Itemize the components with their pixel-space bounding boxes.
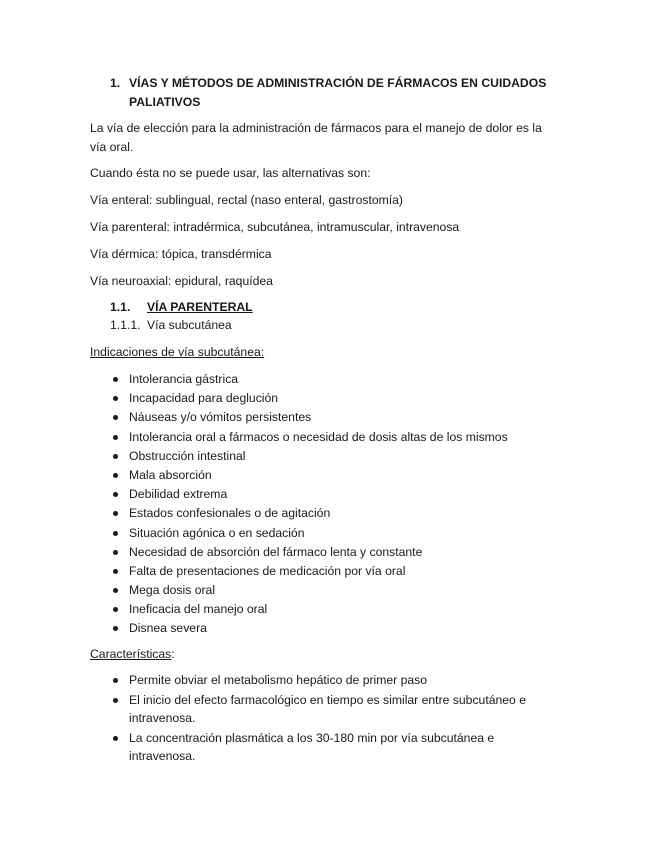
list-item-text: Obstrucción intestinal [129,448,246,463]
paragraph-via-eleccion: La vía de elección para la administración de fármacos para el manejo de dolor es la vía oral. [90,121,542,154]
list-item [110,504,560,523]
list-item-text: Náuseas y/o vómitos persistentes [129,410,312,425]
list-item-text: Estados confesionales o de agitación [129,506,331,521]
bullet-icon [113,736,118,741]
bullet-icon [113,454,118,459]
list-item-text: Ineficacia del manejo oral [129,602,268,617]
bullet-icon [113,569,118,574]
list-item [110,389,560,408]
bullet-icon [113,550,118,555]
paragraph-via-neuroaxial: Vía neuroaxial: epidural, raquídea [90,274,273,288]
list-item-text: Necesidad de absorción del fármaco lenta y constante [129,544,423,559]
list-item-text: Incapacidad para deglución [129,391,279,406]
list-item-text: Permite obviar el metabolismo hepático de primer paso [129,673,428,687]
section-title: VÍAS Y MÉTODOS DE ADMINISTRACIÓN DE FÁRMACOS EN CUIDADOS PALIATIVOS [129,76,547,109]
section-heading-1-1-1 [110,316,232,334]
section-number: 1.1.1. [110,318,141,332]
list-item [110,619,560,638]
list-item-text: Mala absorción [129,467,212,482]
list-item [110,671,560,690]
list-item-text: Intolerancia gástrica [129,372,239,386]
bullet-icon [113,377,118,382]
paragraph-alternativas: Cuando ésta no se puede usar, las alternativas son: [90,166,371,180]
paragraph-via-enteral: Vía enteral: sublingual, rectal (naso enteral, gastrostomía) [90,193,403,207]
caracteristicas-heading [90,645,560,664]
bullet-icon [113,511,118,516]
section-title: VÍA PARENTERAL [147,300,253,314]
list-item [110,524,560,543]
list-item [110,600,560,619]
paragraph-via-parenteral: Vía parenteral: intradérmica, subcutánea, intramuscular, intravenosa [90,220,460,234]
list-item-text: Intolerancia oral a fármacos o necesidad de dosis altas de los mismos [129,429,508,444]
bullet-icon [113,607,118,612]
section-number: 1. [110,76,121,90]
bullet-icon [113,492,118,497]
indicaciones-list [110,370,560,639]
section-title: Vía subcutánea [147,318,232,332]
bullet-icon [113,626,118,631]
list-item [110,466,560,485]
list-item [110,581,560,600]
section-heading-1-1 [110,298,253,316]
list-item [110,729,560,766]
bullet-icon [113,473,118,478]
list-item-text: Disnea severa [129,621,207,636]
list-item-text: Situación agónica o en sedación [129,525,305,540]
list-item [110,428,560,447]
list-item-text: La concentración plasmática a los 30-180 min por vía subcutánea e intravenosa. [129,730,495,763]
caracteristicas-heading-colon: : [171,647,175,661]
bullet-icon [113,678,118,683]
bullet-icon [113,415,118,420]
list-item [110,447,560,466]
caracteristicas-heading-text: Características [90,647,172,661]
list-item [110,485,560,504]
section-heading-1 [110,74,560,111]
list-item-text: Mega dosis oral [129,583,216,598]
list-item-text: Debilidad extrema [129,487,228,502]
bullet-icon [113,588,118,593]
caracteristicas-list [110,671,560,767]
section-number: 1.1. [110,300,131,314]
list-item [110,562,560,581]
list-item [110,543,560,562]
list-item-text: Falta de presentaciones de medicación por vía oral [129,563,406,578]
list-item [110,408,560,427]
bullet-icon [113,531,118,536]
list-item [110,370,560,389]
bullet-icon [113,435,118,440]
paragraph-via-dermica: Vía dérmica: tópica, transdérmica [90,247,272,261]
list-item-text: El inicio del efecto farmacológico en tiempo es similar entre subcutáneo e intravenosa. [129,692,526,725]
list-item [110,691,560,728]
bullet-icon [113,698,118,703]
indicaciones-heading: Indicaciones de vía subcutánea: [90,345,265,359]
bullet-icon [113,396,118,401]
